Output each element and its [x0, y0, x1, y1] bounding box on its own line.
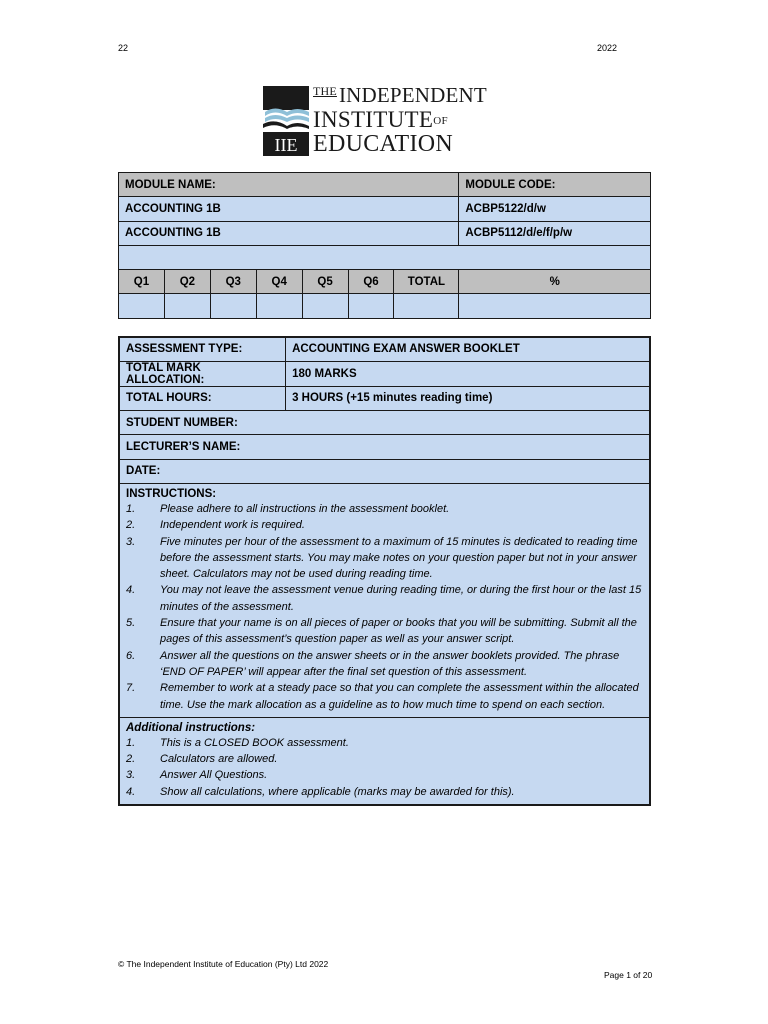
instruction-text: Ensure that your name is on all pieces of paper or books that you will be submitting. Submit all the pages of this assessment’s question paper as well as your answer script. [160, 617, 637, 646]
marks-header-q2: Q2 [164, 270, 210, 294]
header-page-number: 22 [118, 43, 129, 53]
additional-instruction-item [126, 751, 643, 767]
instruction-item [126, 680, 643, 713]
instruction-number: 2. [126, 753, 136, 766]
instruction-number: 3. [126, 535, 136, 548]
marks-cell-percent [459, 294, 651, 318]
marks-header-percent: % [459, 270, 651, 294]
marks-cell-q6 [348, 294, 394, 318]
additional-instruction-item [126, 735, 643, 751]
instruction-number: 1. [126, 502, 136, 515]
marks-header-total: TOTAL [394, 270, 459, 294]
marks-header-q6: Q6 [348, 270, 394, 294]
module-code-value: ACBP5112/d/e/f/p/w [459, 221, 651, 245]
instruction-number: 2. [126, 519, 136, 532]
instruction-text: Please adhere to all instructions in the assessment booklet. [160, 502, 450, 515]
total-mark-label: TOTAL MARK ALLOCATION: [119, 361, 286, 386]
instruction-number: 6. [126, 649, 136, 662]
module-table [118, 172, 651, 319]
total-hours-value: 3 HOURS (+15 minutes reading time) [286, 386, 650, 410]
marks-header-q5: Q5 [302, 270, 348, 294]
total-hours-label: TOTAL HOURS: [119, 386, 286, 410]
instructions-title: INSTRUCTIONS: [126, 487, 217, 500]
logo-independent: INDEPENDENT [338, 83, 487, 107]
marks-header-q3: Q3 [210, 270, 256, 294]
marks-cell-q5 [302, 294, 348, 318]
module-code-label: MODULE CODE: [459, 173, 651, 197]
instruction-item [126, 501, 643, 517]
additional-instructions-list [126, 735, 643, 800]
marks-cell-q1 [119, 294, 165, 318]
module-name-value: ACCOUNTING 1B [119, 221, 459, 245]
additional-instruction-item [126, 784, 643, 800]
instruction-text: Independent work is required. [160, 519, 305, 532]
institution-logo [263, 85, 508, 157]
instruction-number: 3. [126, 769, 136, 782]
student-number-field: STUDENT NUMBER: [119, 411, 650, 435]
marks-header-q4: Q4 [256, 270, 302, 294]
additional-instructions-title: Additional instructions: [126, 721, 256, 734]
instruction-text: You may not leave the assessment venue during reading time, or during the first hour or the last 15 minutes of the assessment. [160, 584, 642, 613]
instruction-text: Show all calculations, where applicable (marks may be awarded for this). [160, 785, 515, 798]
marks-cell-q3 [210, 294, 256, 318]
logo-mark-text: IIE [274, 135, 298, 155]
date-field: DATE: [119, 459, 650, 483]
additional-instruction-item [126, 767, 643, 783]
marks-cell-q4 [256, 294, 302, 318]
instruction-text: This is a CLOSED BOOK assessment. [160, 736, 349, 749]
instruction-item [126, 534, 643, 583]
empty-row [119, 245, 651, 269]
logo-of: OF [433, 115, 448, 128]
instruction-item [126, 615, 643, 648]
footer-page-indicator: Page 1 of 20 [604, 970, 653, 980]
additional-instructions-section [119, 717, 650, 805]
instruction-text: Remember to work at a steady pace so that you can complete the assessment within the allocated time. Use the mark allocation as a guideline as to how much time to spend on each section. [160, 682, 639, 711]
instruction-text: Answer All Questions. [160, 769, 268, 782]
instruction-item [126, 517, 643, 533]
instruction-number: 7. [126, 682, 136, 695]
instruction-number: 5. [126, 617, 136, 630]
instructions-section [119, 483, 650, 717]
marks-cell-q2 [164, 294, 210, 318]
instruction-text: Answer all the questions on the answer sheets or in the answer booklets provided. The phrase ‘END OF PAPER’ will appear after the final set question of this assessment. [160, 649, 620, 678]
instruction-item [126, 648, 643, 681]
marks-header-q1: Q1 [119, 270, 165, 294]
total-mark-value: 180 MARKS [286, 361, 650, 386]
footer-copyright: © The Independent Institute of Education (Pty) Ltd 2022 [118, 959, 329, 969]
assessment-type-value: ACCOUNTING EXAM ANSWER BOOKLET [286, 337, 650, 361]
assessment-table [118, 336, 651, 806]
instruction-text: Five minutes per hour of the assessment to a maximum of 15 minutes is dedicated to reading time before the assessment starts. You may make notes on your question paper but not in your answer sheet. Calculators may not be used during reading time. [160, 535, 638, 581]
lecturer-name-field: LECTURER’S NAME: [119, 435, 650, 459]
logo-emblem-icon [263, 85, 311, 157]
module-code-value: ACBP5122/d/w [459, 197, 651, 221]
module-name-label: MODULE NAME: [119, 173, 459, 197]
logo-education: EDUCATION [313, 131, 454, 157]
instruction-number: 4. [126, 785, 136, 798]
header-year: 2022 [597, 43, 618, 53]
instructions-list [126, 501, 643, 713]
instruction-item [126, 582, 643, 615]
instruction-text: Calculators are allowed. [160, 753, 278, 766]
assessment-type-label: ASSESSMENT TYPE: [119, 337, 286, 361]
instruction-number: 4. [126, 584, 136, 597]
module-name-value: ACCOUNTING 1B [119, 197, 459, 221]
instruction-number: 1. [126, 736, 136, 749]
logo-the: THE [313, 84, 337, 98]
marks-cell-total [394, 294, 459, 318]
logo-institute: INSTITUTE [313, 107, 434, 132]
